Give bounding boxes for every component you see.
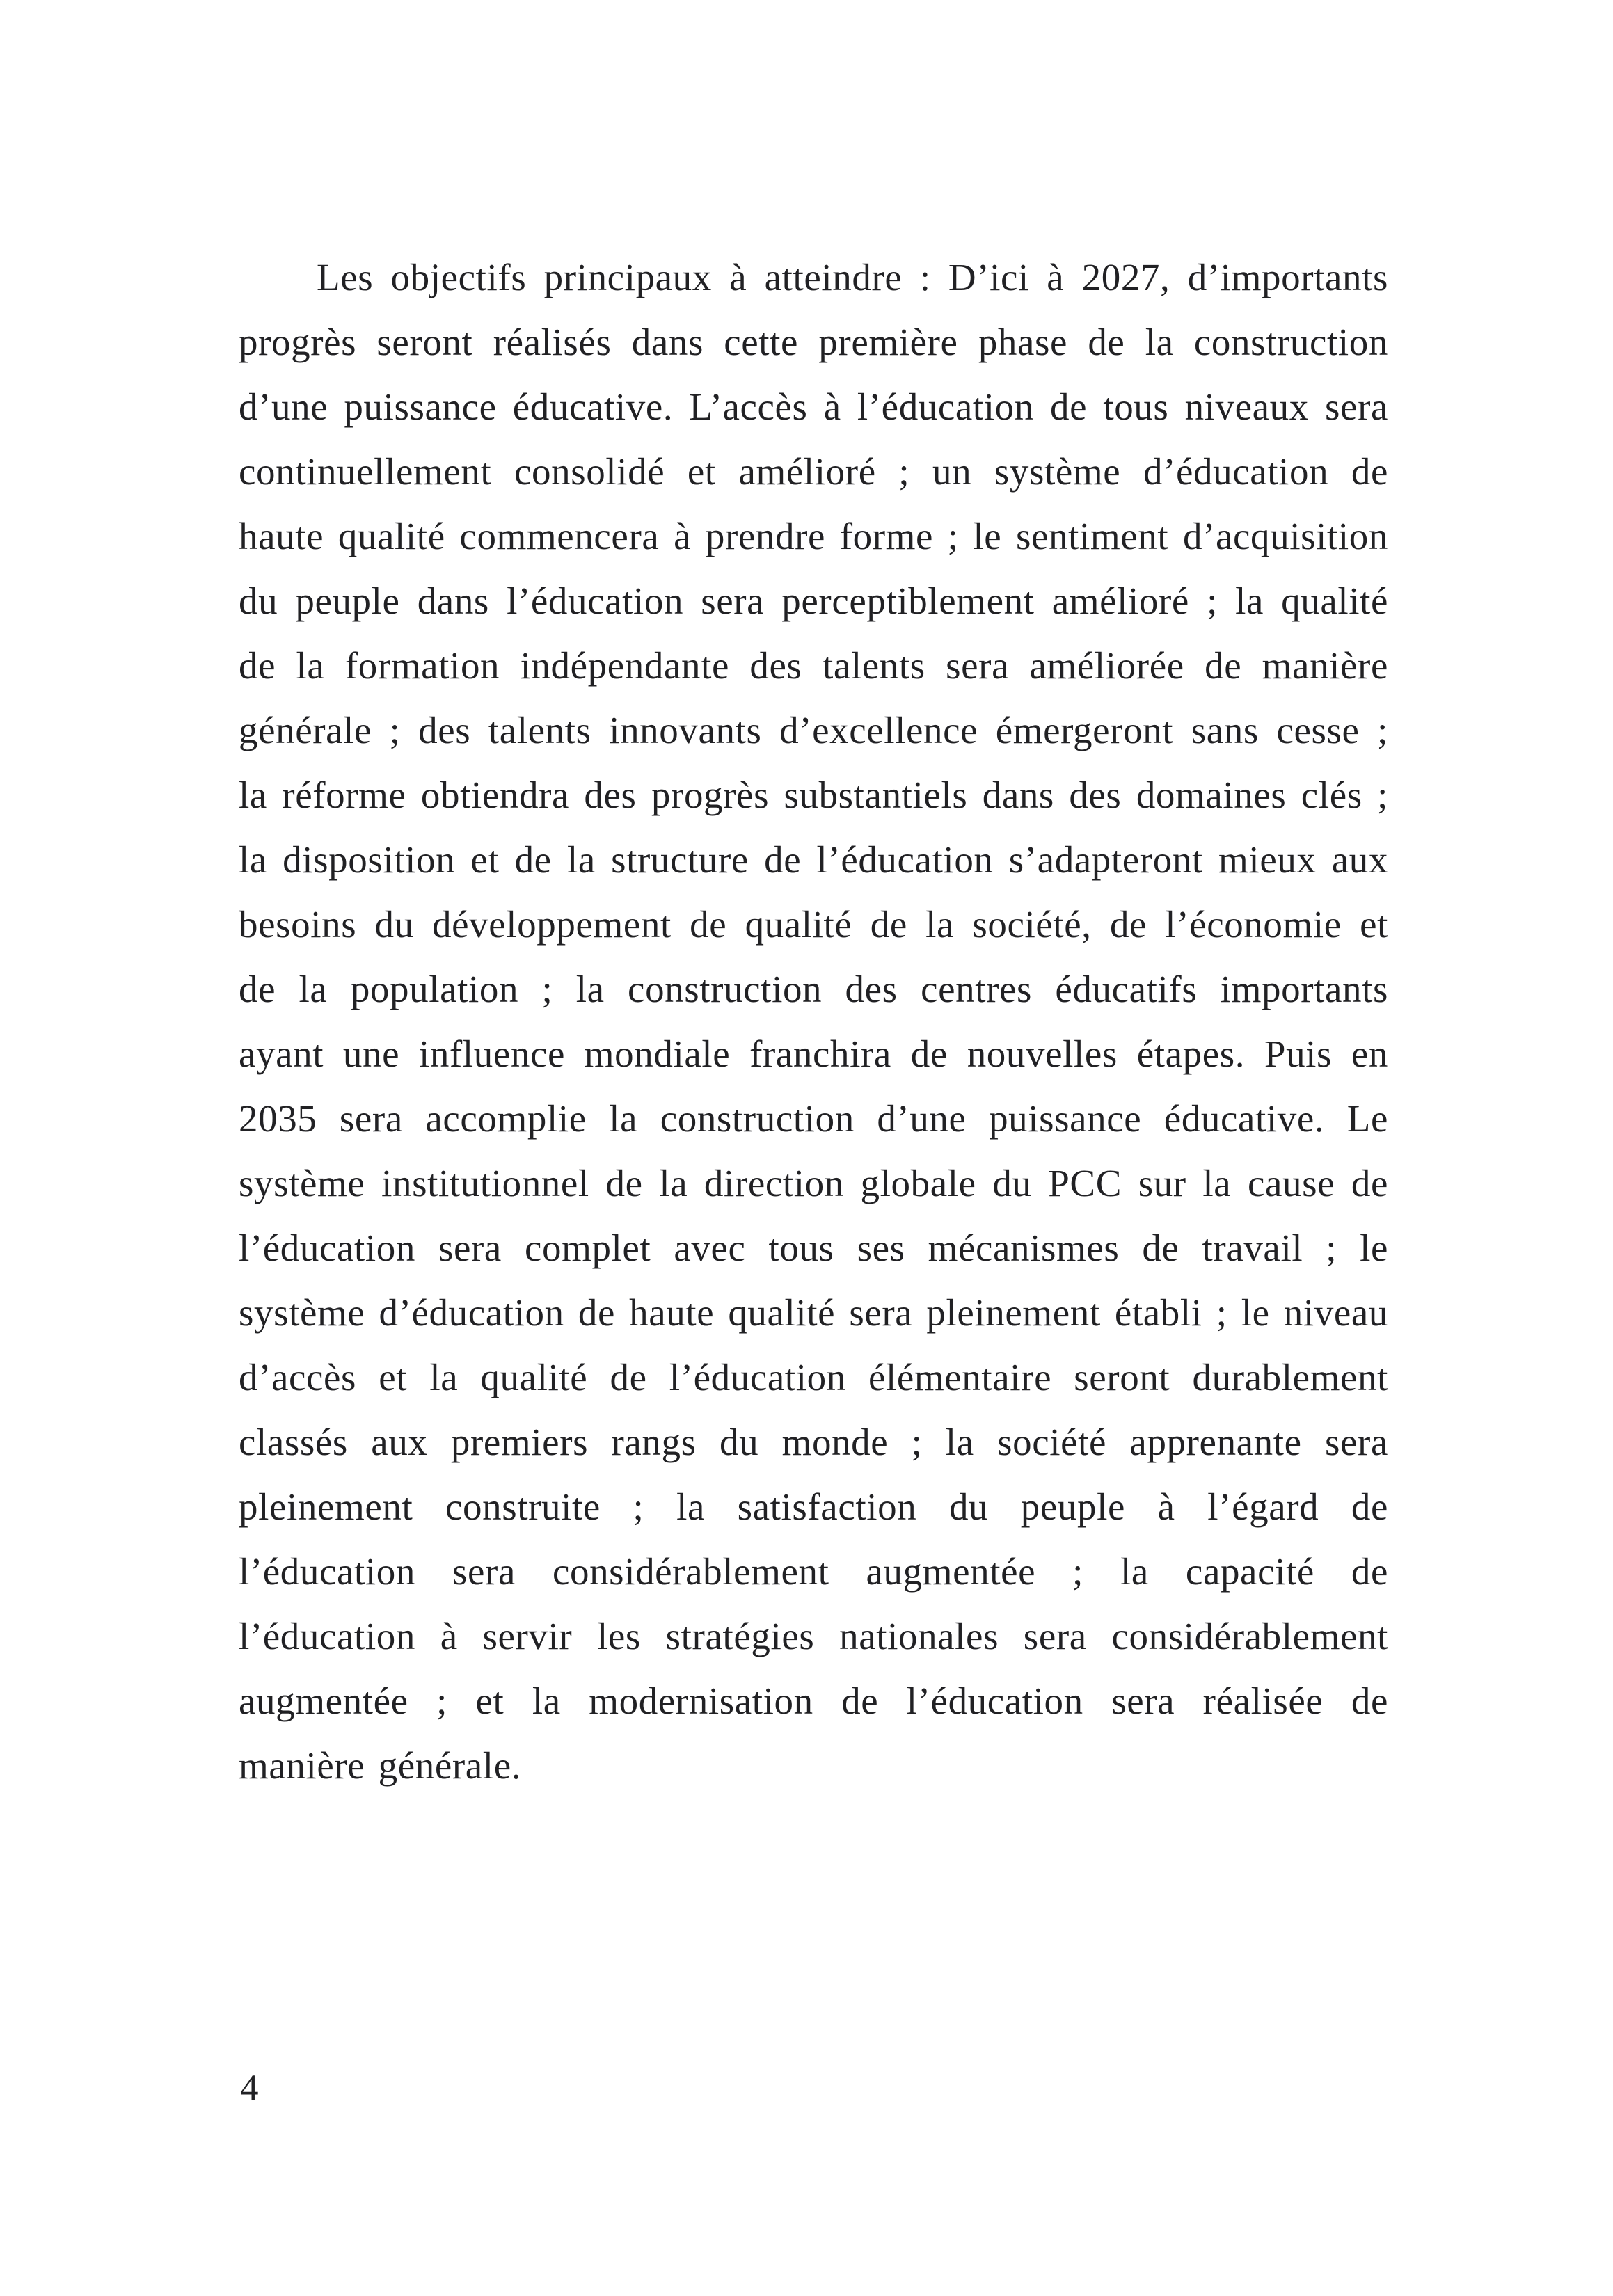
- body-paragraph: Les objectifs principaux à atteindre : D’ici à 2027, d’importants progrès seront réalisés dans cette première phase de la construction d’une puissance éducative. L’accès à l’éducation de tous niveaux sera continuellement consolidé et amélioré ; un système d’éducation de haute qualité commencera à prendre forme ; le sentiment d’acquisition du peuple dans l’éducation sera perceptiblement amélioré ; la qualité de la formation indépendante des talents sera améliorée de manière générale ; des talents innovants d’excellence émergeront sans cesse ; la réforme obtiendra des progrès substantiels dans des domaines clés ; la disposition et de la structure de l’éducation s’adapteront mieux aux besoins du développement de qualité de la société, de l’économie et de la population ; la construction des centres éducatifs importants ayant une influence mondiale franchira de nouvelles étapes. Puis en 2035 sera accomplie la construction d’une puissance éducative. Le système institutionnel de la direction globale du PCC sur la cause de l’éducation sera complet avec tous ses mécanismes de travail ; le système d’éducation de haute qualité sera pleinement établi ; le niveau d’accès et la qualité de l’éducation élémentaire seront durablement classés aux premiers rangs du monde ; la société apprenante sera pleinement construite ; la satisfaction du peuple à l’égard de l’éducation sera considérablement augmentée ; la capacité de l’éducation à servir les stratégies nationales sera considérablement augmentée ; et la modernisation de l’éducation sera réalisée de manière générale.: [239, 256, 1388, 1787]
- page-number: 4: [240, 2068, 259, 2108]
